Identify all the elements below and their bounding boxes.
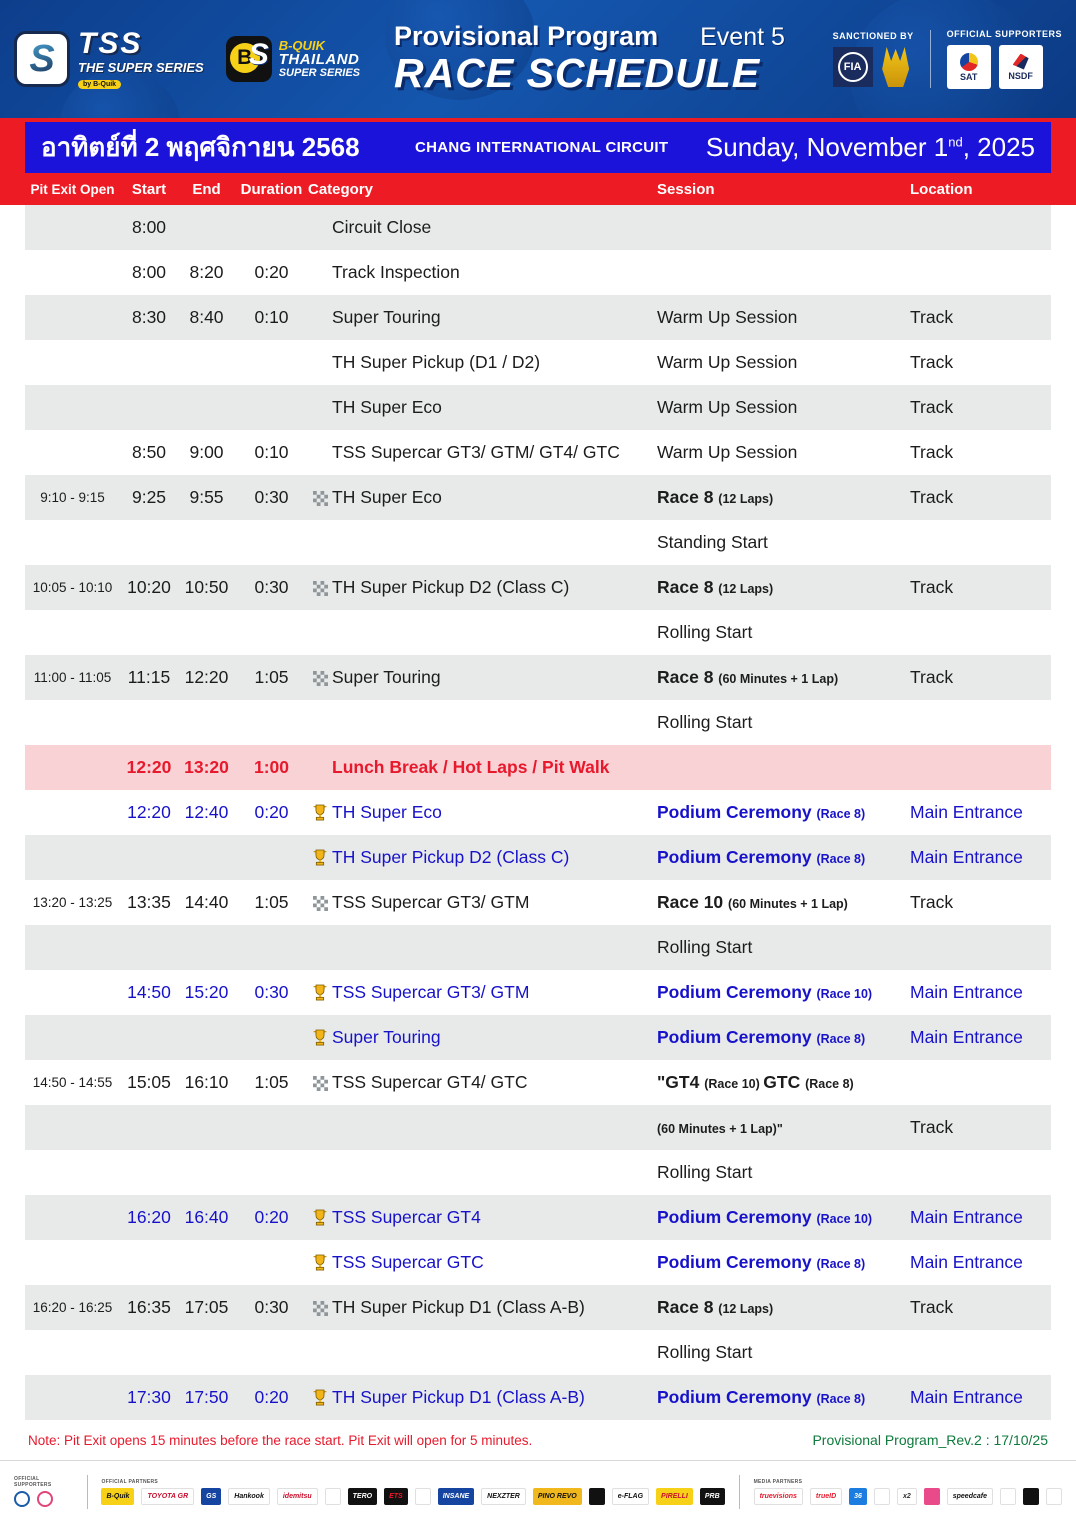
footer-note-row	[0, 1420, 1076, 1460]
duration-cell: 0:10	[254, 442, 289, 462]
sponsor-divider	[87, 1475, 88, 1509]
sanctioned-by	[833, 31, 914, 87]
table-row	[25, 430, 1051, 475]
session-cell	[657, 1162, 910, 1183]
session-cell	[657, 1117, 910, 1138]
location-cell: Main Entrance	[910, 802, 1023, 822]
session-cell	[657, 1027, 910, 1048]
session-cell	[657, 397, 910, 418]
trophy	[308, 1387, 332, 1408]
col-duration: Duration	[240, 180, 303, 198]
start-cell: 8:30	[131, 307, 167, 327]
trophy	[308, 847, 332, 868]
end-cell: 8:20	[189, 262, 224, 282]
sponsor-logo: PIRELLI	[656, 1488, 693, 1505]
session-text: Warm Up Session	[657, 397, 798, 417]
tss-byline: by B-Quik	[78, 80, 121, 89]
start-cell: 8:00	[131, 217, 167, 237]
table-row	[25, 340, 1051, 385]
date-bar	[25, 122, 1051, 173]
session-cell	[657, 847, 910, 868]
location-cell: Track	[910, 577, 954, 597]
sponsor-logo	[1000, 1488, 1016, 1505]
table-row	[25, 745, 1051, 790]
col-category: Category	[308, 180, 374, 198]
sponsor-logo: INSANE	[438, 1488, 474, 1505]
location-cell: Track	[910, 1117, 954, 1137]
location-cell: Track	[910, 1297, 954, 1317]
trophy-icon	[312, 849, 328, 867]
checkered-flag	[308, 577, 332, 598]
table-row	[25, 700, 1051, 745]
checkered-flag-icon	[313, 581, 328, 596]
sponsor-group-label: MEDIA PARTNERS	[753, 1478, 803, 1485]
table-row	[25, 295, 1051, 340]
trophy-icon	[312, 984, 328, 1002]
poster-header	[0, 0, 1076, 118]
table-row	[25, 250, 1051, 295]
tss-title: TSS	[78, 26, 143, 60]
sponsor-logo: B-Quik	[101, 1488, 134, 1505]
official-supporters	[947, 29, 1062, 89]
event-number: Event 5	[700, 23, 785, 51]
trophy-icon	[312, 1209, 328, 1227]
duration-cell: 0:20	[254, 802, 289, 822]
sponsor-logo: TOYOTA GR	[141, 1488, 194, 1505]
header-divider	[930, 30, 931, 88]
tss-s-icon: S	[14, 31, 70, 87]
table-row	[25, 205, 1051, 250]
trophy	[308, 982, 332, 1003]
duration-cell: 0:30	[254, 1297, 289, 1317]
table-row	[25, 520, 1051, 565]
trophy-icon	[312, 804, 328, 822]
checkered-flag	[308, 1297, 332, 1318]
sponsor-logo: PINO REVO	[533, 1488, 582, 1505]
col-session: Session	[657, 180, 715, 198]
category-cell: Track Inspection	[332, 262, 460, 282]
session-cell	[657, 577, 910, 598]
duration-cell: 1:05	[254, 892, 289, 912]
session-text: Rolling Start	[657, 1342, 753, 1362]
session-cell	[657, 1387, 910, 1408]
session-text: (12 Laps)	[718, 1302, 774, 1316]
main-title: RACE SCHEDULE	[394, 50, 761, 96]
session-text: GTC	[763, 1072, 806, 1092]
session-cell	[657, 982, 910, 1003]
location-cell: Main Entrance	[910, 982, 1023, 1002]
session-text: (60 Minutes + 1 Lap)	[718, 672, 839, 686]
duration-cell: 0:30	[254, 577, 289, 597]
nsdf-logo: NSDF	[999, 45, 1043, 89]
checkered-flag-icon	[313, 491, 328, 506]
end-cell: 15:20	[184, 982, 229, 1002]
session-text: Podium Ceremony	[657, 847, 817, 867]
category-cell: TH Super Eco	[332, 397, 442, 417]
session-cell	[657, 622, 910, 643]
table-row	[25, 610, 1051, 655]
session-text: "GT4	[657, 1072, 705, 1092]
fia-logo: FIA	[833, 47, 873, 87]
sponsor-logo	[37, 1491, 53, 1507]
end-cell: 17:05	[184, 1297, 229, 1317]
session-cell	[657, 487, 910, 508]
table-row	[25, 475, 1051, 520]
end-cell: 9:55	[189, 487, 224, 507]
end-cell: 12:20	[184, 667, 229, 687]
session-text: (60 Minutes + 1 Lap)	[728, 897, 848, 911]
session-text: (Race 10)	[816, 1212, 873, 1226]
end-cell: 13:20	[184, 757, 229, 777]
sponsor-logo: GS	[201, 1488, 221, 1505]
location-cell: Track	[910, 487, 954, 507]
schedule-body	[0, 205, 1076, 1420]
start-cell: 17:30	[127, 1387, 171, 1407]
start-cell: 14:50	[127, 982, 171, 1002]
duration-cell: 0:20	[254, 1387, 289, 1407]
location-cell: Main Entrance	[910, 847, 1023, 867]
category-cell: TSS Supercar GT3/ GTM/ GT4/ GTC	[332, 442, 620, 462]
location-cell: Track	[910, 892, 954, 912]
table-row	[25, 790, 1051, 835]
col-pit-exit-open: Pit Exit Open	[30, 181, 115, 197]
duration-cell: 0:20	[254, 262, 289, 282]
session-text: (Race 8)	[816, 852, 866, 866]
session-cell	[657, 1342, 910, 1363]
session-cell	[657, 307, 910, 328]
sponsor-logo: NEXZTER	[481, 1488, 526, 1505]
category-cell: Super Touring	[332, 667, 441, 687]
sponsor-logo	[14, 1491, 30, 1507]
checkered-flag	[308, 1072, 332, 1093]
duration-cell: 0:30	[254, 487, 289, 507]
sanction-block	[833, 29, 1062, 89]
table-row	[25, 1285, 1051, 1330]
duration-cell: 0:20	[254, 1207, 289, 1227]
duration-cell: 1:05	[254, 1072, 289, 1092]
session-text: Race 8	[657, 667, 719, 687]
category-cell: TH Super Pickup D2 (Class C)	[332, 847, 570, 867]
sponsor-divider	[739, 1475, 740, 1509]
category-cell: TSS Supercar GT3/ GTM	[332, 982, 530, 1002]
table-row	[25, 1195, 1051, 1240]
category-cell: Circuit Close	[332, 217, 432, 237]
session-text: Rolling Start	[657, 937, 753, 957]
checkered-flag-icon	[313, 1076, 328, 1091]
session-text: Standing Start	[657, 532, 768, 552]
pit-exit-cell: 11:00 - 11:05	[33, 670, 112, 685]
col-location: Location	[910, 180, 973, 198]
sponsor-logo: ETS	[384, 1488, 408, 1505]
session-text: (12 Laps)	[718, 492, 774, 506]
sponsor-logo: TERO	[348, 1488, 377, 1505]
session-cell	[657, 1252, 910, 1273]
end-cell: 12:40	[184, 802, 229, 822]
location-cell: Main Entrance	[910, 1252, 1023, 1272]
table-row	[25, 835, 1051, 880]
session-text: Race 8	[657, 487, 719, 507]
start-cell: 15:05	[127, 1072, 171, 1092]
session-cell	[657, 532, 910, 553]
table-row	[25, 1060, 1051, 1105]
sponsor-logo	[325, 1488, 341, 1505]
location-cell: Track	[910, 667, 954, 687]
session-text: Podium Ceremony	[657, 802, 817, 822]
checkered-flag-icon	[313, 896, 328, 911]
checkered-flag-icon	[313, 1301, 328, 1316]
sponsor-logo: trueID	[810, 1488, 842, 1505]
sponsor-logo	[415, 1488, 431, 1505]
session-text: Race 8	[657, 577, 719, 597]
trophy-icon	[312, 1029, 328, 1047]
col-end: End	[192, 180, 221, 198]
session-cell	[657, 442, 910, 463]
location-cell: Track	[910, 352, 954, 372]
sponsor-logo: Hankook	[228, 1488, 270, 1505]
pit-exit-note: Note: Pit Exit opens 15 minutes before the race start. Pit Exit will open for 5 minutes.	[28, 1432, 533, 1448]
session-text: (Race 8)	[816, 1032, 866, 1046]
nsdf-mark-icon	[1013, 54, 1029, 70]
trophy	[308, 802, 332, 823]
crest-logo	[881, 47, 911, 87]
tss-logo	[14, 26, 204, 90]
sponsor-logo: truevisions	[754, 1488, 803, 1505]
end-cell: 17:50	[184, 1387, 229, 1407]
program-title: Provisional Program	[394, 21, 659, 51]
end-cell: 14:40	[184, 892, 229, 912]
sponsor-logo	[1046, 1488, 1062, 1505]
bquik-series-logo	[226, 36, 360, 82]
bs-line1: B-QUIK	[278, 37, 325, 53]
sponsor-logo: e-FLAG	[612, 1488, 649, 1505]
table-row	[25, 880, 1051, 925]
session-text: Podium Ceremony	[657, 1387, 817, 1407]
tss-subtitle: THE SUPER SERIES	[78, 59, 204, 75]
start-cell: 12:20	[127, 802, 171, 822]
table-row	[25, 1375, 1051, 1420]
location-cell: Main Entrance	[910, 1387, 1023, 1407]
thai-date: อาทิตย์ที่ 2 พฤศจิกายน 2568	[41, 132, 360, 162]
sponsor-logo: idemitsu	[277, 1488, 318, 1505]
trophy	[308, 1252, 332, 1273]
location-cell: Track	[910, 307, 954, 327]
pit-exit-cell: 14:50 - 14:55	[32, 1075, 113, 1090]
checkered-flag	[308, 487, 332, 508]
sponsor-strip	[0, 1460, 1076, 1522]
category-cell: TH Super Pickup D2 (Class C)	[332, 577, 570, 597]
start-cell: 13:35	[127, 892, 171, 912]
sponsor-group-label: OFFICIAL PARTNERS	[101, 1478, 159, 1485]
col-start: Start	[131, 180, 167, 198]
session-text: (Race 8)	[816, 1392, 866, 1406]
session-text: (Race 8)	[816, 807, 866, 821]
official-supporters-label: OFFICIAL SUPPORTERS	[946, 29, 1062, 39]
duration-cell: 1:05	[254, 667, 289, 687]
category-cell: TH Super Eco	[332, 802, 442, 822]
session-cell	[657, 1072, 910, 1093]
category-cell: TSS Supercar GTC	[332, 1252, 484, 1272]
session-text: Rolling Start	[657, 622, 753, 642]
english-date: Sunday, November 1nd, 2025	[705, 132, 1035, 162]
session-text: (Race 10)	[704, 1077, 764, 1091]
end-cell: 16:10	[184, 1072, 229, 1092]
sat-swirl-icon	[960, 53, 978, 71]
sanctioned-by-label: SANCTIONED BY	[832, 31, 914, 41]
start-cell: 8:00	[131, 262, 167, 282]
pit-exit-cell: 9:10 - 9:15	[40, 490, 105, 505]
location-cell: Track	[910, 397, 954, 417]
session-cell	[657, 892, 910, 913]
session-text: Warm Up Session	[657, 352, 798, 372]
session-cell	[657, 937, 910, 958]
category-cell: TSS Supercar GT3/ GTM	[332, 892, 530, 912]
sat-logo: SAT	[947, 45, 991, 89]
session-text: Podium Ceremony	[657, 1207, 817, 1227]
location-cell: Main Entrance	[910, 1027, 1023, 1047]
session-text: Podium Ceremony	[657, 1252, 817, 1272]
sponsor-logo: 36	[849, 1488, 867, 1505]
session-cell	[657, 352, 910, 373]
checkered-flag	[308, 667, 332, 688]
table-row	[25, 970, 1051, 1015]
sponsor-group	[14, 1476, 73, 1507]
table-row	[25, 565, 1051, 610]
session-text: Podium Ceremony	[657, 982, 817, 1002]
trophy-icon	[312, 1389, 328, 1407]
start-cell: 8:50	[131, 442, 167, 462]
category-cell: Super Touring	[332, 1027, 441, 1047]
session-text: (60 Minutes + 1 Lap)"	[657, 1122, 783, 1136]
category-cell: TH Super Pickup D1 (Class A-B)	[332, 1297, 585, 1317]
bs-line2: THAILAND	[278, 51, 360, 69]
session-text: (12 Laps)	[718, 582, 774, 596]
table-row	[25, 1150, 1051, 1195]
trophy-icon	[312, 1254, 328, 1272]
sponsor-logo: speedcafe	[947, 1488, 993, 1505]
category-cell: Lunch Break / Hot Laps / Pit Walk	[332, 757, 610, 777]
table-row	[25, 925, 1051, 970]
end-cell: 8:40	[189, 307, 224, 327]
sponsor-group	[754, 1479, 1062, 1505]
session-cell	[657, 1207, 910, 1228]
category-cell: TSS Supercar GT4	[332, 1207, 481, 1227]
session-text: Race 10	[657, 892, 729, 912]
sponsor-logo	[1023, 1488, 1039, 1505]
sponsor-group	[101, 1479, 724, 1505]
sponsor-logo	[924, 1488, 940, 1505]
start-cell: 10:20	[127, 577, 171, 597]
category-cell: TH Super Pickup (D1 / D2)	[332, 352, 541, 372]
location-cell: Track	[910, 442, 954, 462]
start-cell: 9:25	[131, 487, 167, 507]
session-text: (Race 8)	[816, 1257, 866, 1271]
end-cell: 10:50	[184, 577, 229, 597]
table-row	[25, 1330, 1051, 1375]
column-header-row	[0, 173, 1076, 205]
table-row	[25, 1015, 1051, 1060]
bs-monogram-icon: B S	[226, 36, 272, 82]
duration-cell: 0:30	[254, 982, 289, 1002]
header-content	[0, 21, 1076, 97]
sponsor-logo: x2	[897, 1488, 917, 1505]
session-cell	[657, 802, 910, 823]
start-cell: 12:20	[126, 757, 172, 777]
revision-label: Provisional Program_Rev.2 : 17/10/25	[812, 1432, 1048, 1448]
sponsor-logo	[589, 1488, 605, 1505]
end-cell: 16:40	[184, 1207, 229, 1227]
category-cell: Super Touring	[332, 307, 441, 327]
checkered-flag-icon	[313, 671, 328, 686]
session-text: Rolling Start	[657, 1162, 753, 1182]
table-row	[25, 655, 1051, 700]
checkered-flag	[308, 892, 332, 913]
session-text: Podium Ceremony	[657, 1027, 817, 1047]
start-cell: 11:15	[127, 667, 171, 687]
duration-cell: 1:00	[253, 757, 290, 777]
table-row	[25, 1240, 1051, 1285]
category-cell: TH Super Pickup D1 (Class A-B)	[332, 1387, 585, 1407]
session-cell	[657, 712, 910, 733]
location-cell: Main Entrance	[910, 1207, 1023, 1227]
start-cell: 16:20	[127, 1207, 171, 1227]
session-text: (Race 10)	[816, 987, 873, 1001]
poster-titles	[394, 21, 785, 97]
end-cell: 9:00	[189, 442, 224, 462]
sponsor-logo: PRB	[700, 1488, 725, 1505]
session-text: Warm Up Session	[657, 442, 798, 462]
table-row	[25, 1105, 1051, 1150]
sponsor-group-label: OFFICIAL SUPPORTERS	[14, 1476, 52, 1488]
pit-exit-cell: 13:20 - 13:25	[32, 895, 113, 910]
pit-exit-cell: 16:20 - 16:25	[32, 1300, 113, 1315]
trophy	[308, 1027, 332, 1048]
session-cell	[657, 1297, 910, 1318]
sponsor-logo	[874, 1488, 890, 1505]
table-row	[25, 385, 1051, 430]
category-cell: TH Super Eco	[332, 487, 442, 507]
date-band	[0, 118, 1076, 205]
session-cell	[657, 667, 910, 688]
duration-cell: 0:10	[254, 307, 289, 327]
session-text: Warm Up Session	[657, 307, 798, 327]
session-text: Race 8	[657, 1297, 719, 1317]
session-text: Rolling Start	[657, 712, 753, 732]
session-text: (Race 8)	[805, 1077, 854, 1091]
trophy	[308, 1207, 332, 1228]
pit-exit-cell: 10:05 - 10:10	[32, 580, 113, 595]
start-cell: 16:35	[127, 1297, 171, 1317]
category-cell: TSS Supercar GT4/ GTC	[332, 1072, 528, 1092]
bs-line3: SUPER SERIES	[278, 66, 361, 79]
circuit-name: CHANG INTERNATIONAL CIRCUIT	[415, 139, 669, 156]
